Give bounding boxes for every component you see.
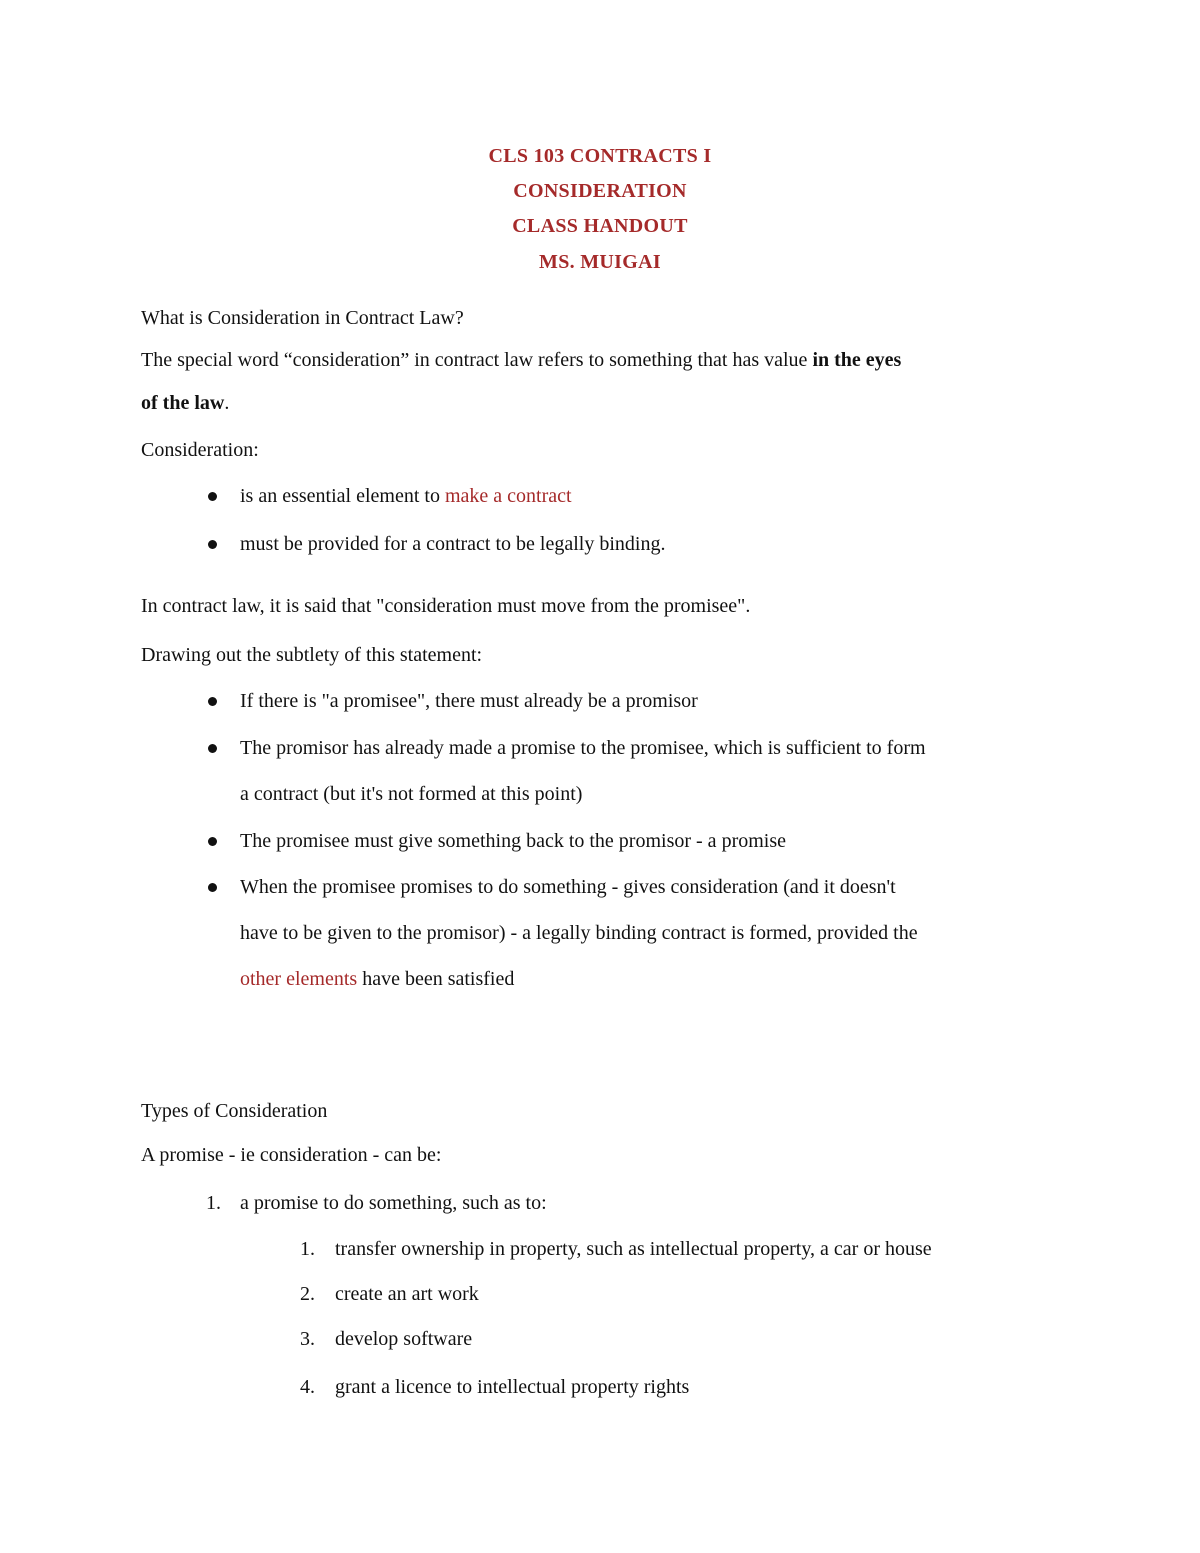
bullet-icon	[208, 492, 217, 501]
definition-bold-1: in the eyes	[812, 349, 902, 371]
sub-list-item: transfer ownership in property, such as intellectual property, a car or house	[335, 1238, 932, 1260]
handout-title: CLASS HANDOUT	[512, 215, 688, 237]
list-item-continuation	[240, 967, 514, 991]
promisee-statement: In contract law, it is said that "consideration must move from the promisee".	[141, 595, 751, 617]
list-number: 2.	[300, 1283, 315, 1305]
subtlety-intro: Drawing out the subtlety of this statement:	[141, 644, 483, 666]
list-item: When the promisee promises to do something - gives consideration (and it doesn't	[240, 876, 896, 898]
course-title: CLS 103 CONTRACTS I	[488, 145, 712, 167]
list-item-continuation: have to be given to the promisor) - a legally binding contract is formed, provided the	[240, 922, 918, 944]
list-item: a promise to do something, such as to:	[240, 1192, 547, 1214]
bullet-icon	[208, 540, 217, 549]
other-elements-link[interactable]: other elements	[240, 968, 358, 990]
list-item-text: have been satisfied	[357, 968, 515, 990]
definition-line2	[141, 391, 229, 415]
make-a-contract-link[interactable]: make a contract	[444, 485, 572, 507]
list-item-continuation: a contract (but it's not formed at this point)	[240, 783, 583, 805]
question-heading: What is Consideration in Contract Law?	[141, 307, 464, 329]
consideration-label: Consideration:	[141, 439, 259, 461]
bullet-icon	[208, 837, 217, 846]
list-item-text: is an essential element to	[240, 485, 445, 507]
list-item: If there is "a promisee", there must already be a promisor	[240, 690, 698, 712]
definition-end: .	[224, 392, 230, 414]
list-number: 3.	[300, 1328, 315, 1350]
definition-line1	[141, 348, 901, 372]
sub-list-item: create an art work	[335, 1283, 479, 1305]
definition-text: The special word “consideration” in contract law refers to something that has value	[141, 349, 813, 371]
bullet-icon	[208, 883, 217, 892]
list-number: 1.	[206, 1192, 221, 1214]
list-number: 4.	[300, 1376, 315, 1398]
list-item: must be provided for a contract to be legally binding.	[240, 533, 666, 555]
list-item	[240, 484, 572, 508]
sub-list-item: grant a licence to intellectual property rights	[335, 1376, 690, 1398]
topic-title: CONSIDERATION	[513, 180, 687, 202]
list-item: The promisee must give something back to the promisor - a promise	[240, 830, 786, 852]
lecturer-name: MS. MUIGAI	[539, 251, 661, 273]
definition-bold-2: of the law	[141, 392, 225, 414]
list-item: The promisor has already made a promise to the promisee, which is sufficient to form	[240, 737, 926, 759]
bullet-icon	[208, 744, 217, 753]
types-heading: Types of Consideration	[141, 1100, 328, 1122]
types-intro: A promise - ie consideration - can be:	[141, 1144, 442, 1166]
list-number: 1.	[300, 1238, 315, 1260]
sub-list-item: develop software	[335, 1328, 473, 1350]
bullet-icon	[208, 697, 217, 706]
